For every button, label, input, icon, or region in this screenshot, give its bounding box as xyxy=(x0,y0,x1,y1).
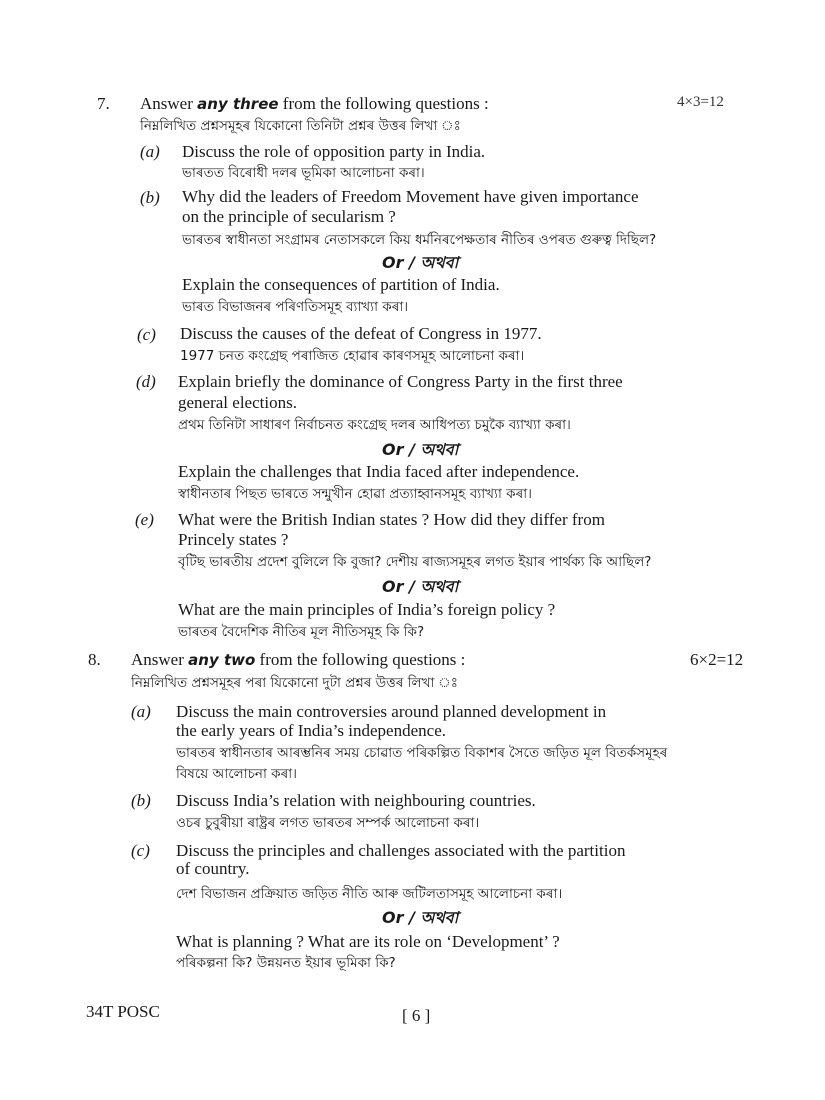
alt-question-en: Explain the challenges that India faced after independence. xyxy=(178,462,580,481)
sub-question-as: ভাৰতৰ স্বাধীনতাৰ আৰম্ভনিৰ সময় চোৱাত পৰিকল্পিত বিকাশৰ সৈতে জড়িত মূল বিতৰ্কসমূহৰ xyxy=(176,745,668,761)
instr-text: from the following questions : xyxy=(278,94,489,113)
or-separator: Or / অথবা xyxy=(382,253,459,272)
sub-question-en: Discuss the causes of the defeat of Congress in 1977. xyxy=(180,324,542,343)
alt-question-en: What is planning ? What are its role on ‘Development’ ? xyxy=(176,932,560,951)
alt-question-en: Explain the consequences of partition of India. xyxy=(182,275,500,294)
sub-question-as: বিষয়ে আলোচনা কৰা। xyxy=(176,766,297,782)
sub-question-as: ওচৰ চুবুৰীয়া ৰাষ্ট্ৰৰ লগত ভাৰতৰ সম্পৰ্ক আলোচনা কৰা। xyxy=(176,815,480,831)
sub-question-en: Explain briefly the dominance of Congress Party in the first three xyxy=(178,372,623,391)
sub-question-en: on the principle of secularism ? xyxy=(182,207,396,226)
alt-question-as: ভাৰত বিভাজনৰ পৰিণতিসমূহ ব্যাখ্যা কৰা। xyxy=(182,299,409,315)
sub-question-as: দেশ বিভাজন প্ৰক্ৰিয়াত জড়িত নীতি আৰু জটিলতাসমূহ আলোচনা কৰা। xyxy=(176,886,563,902)
or-separator: Or / অথবা xyxy=(382,440,459,459)
alt-question-as: ভাৰতৰ বৈদেশিক নীতিৰ মূল নীতিসমূহ কি কি? xyxy=(178,624,425,640)
sub-question-en: Discuss the role of opposition party in India. xyxy=(182,142,486,161)
sub-question-as: ভাৰতত বিৰোধী দলৰ ভূমিকা আলোচনা কৰা। xyxy=(182,165,425,181)
sub-question-en: of country. xyxy=(176,859,250,878)
alt-question-as: স্বাধীনতাৰ পিছত ভাৰতে সন্মুখীন হোৱা প্ৰত্যাহ্বানসমূহ ব্যাখ্যা কৰা। xyxy=(178,486,532,502)
or-separator: Or / অথবা xyxy=(382,908,459,927)
sub-label: (b) xyxy=(140,188,160,207)
sub-question-as: প্ৰথম তিনিটা সাধাৰণ নিৰ্বাচনত কংগ্ৰেছ দলৰ আধিপত্য চমুকৈ ব্যাখ্যা কৰা। xyxy=(178,417,571,433)
instr-emphasis: any three xyxy=(197,95,279,113)
page-number: [ 6 ] xyxy=(402,1006,431,1025)
instr-text: from the following questions : xyxy=(255,650,466,669)
sub-label: (a) xyxy=(131,702,151,721)
sub-question-en: Discuss the principles and challenges associated with the partition xyxy=(176,841,626,860)
instr-text: Answer xyxy=(131,650,189,669)
sub-question-as: 1977 চনত কংগ্ৰেছ পৰাজিত হোৱাৰ কাৰণসমূহ আলোচনা কৰা। xyxy=(180,348,525,364)
sub-label: (d) xyxy=(136,372,156,391)
sub-label: (a) xyxy=(140,142,160,161)
question-number: 8. xyxy=(88,650,101,669)
sub-question-en: the early years of India’s independence. xyxy=(176,721,446,740)
sub-question-en: general elections. xyxy=(178,393,297,412)
sub-question-en: What were the British Indian states ? How did they differ from xyxy=(178,510,605,529)
marks: 6×2=12 xyxy=(690,650,744,669)
paper-code: 34T POSC xyxy=(86,1002,160,1021)
sub-label: (c) xyxy=(137,325,156,344)
sub-question-en: Princely states ? xyxy=(178,530,289,549)
sub-label: (b) xyxy=(131,791,151,810)
sub-question-en: Discuss India’s relation with neighbouring countries. xyxy=(176,791,536,810)
question-instruction-assamese: নিম্নলিখিত প্ৰশ্নসমূহৰ যিকোনো তিনিটা প্ৰশ্নৰ উত্তৰ লিখা ঃ xyxy=(140,118,461,134)
question-number: 7. xyxy=(97,94,110,113)
sub-question-en: Discuss the main controversies around planned development in xyxy=(176,702,607,721)
sub-label: (c) xyxy=(131,841,150,860)
alt-question-as: পৰিকল্পনা কি? উন্নয়নত ইয়াৰ ভূমিকা কি? xyxy=(176,955,396,971)
sub-label: (e) xyxy=(135,510,154,529)
question-instruction-assamese: নিম্নলিখিত প্ৰশ্নসমূহৰ পৰা যিকোনো দুটা প্ৰশ্নৰ উত্তৰ লিখা ঃ xyxy=(131,675,458,691)
question-instruction xyxy=(140,94,489,114)
question-instruction xyxy=(131,650,465,670)
instr-text: Answer xyxy=(140,94,198,113)
sub-question-as: ভাৰতৰ স্বাধীনতা সংগ্ৰামৰ নেতাসকলে কিয় ধৰ্মনিৰপেক্ষতাৰ নীতিৰ ওপৰত গুৰুত্ব দিছিল? xyxy=(182,232,657,248)
sub-question-en: Why did the leaders of Freedom Movement have given importance xyxy=(182,187,639,206)
instr-emphasis: any two xyxy=(188,651,256,669)
alt-question-en: What are the main principles of India’s foreign policy ? xyxy=(178,600,556,619)
sub-question-as: বৃটিছ ভাৰতীয় প্ৰদেশ বুলিলে কি বুজা? দেশীয় ৰাজ্যসমূহৰ লগত ইয়াৰ পাৰ্থক্য কি আছিল? xyxy=(178,554,652,570)
or-separator: Or / অথবা xyxy=(382,577,459,596)
marks: 4×3=12 xyxy=(677,94,724,110)
